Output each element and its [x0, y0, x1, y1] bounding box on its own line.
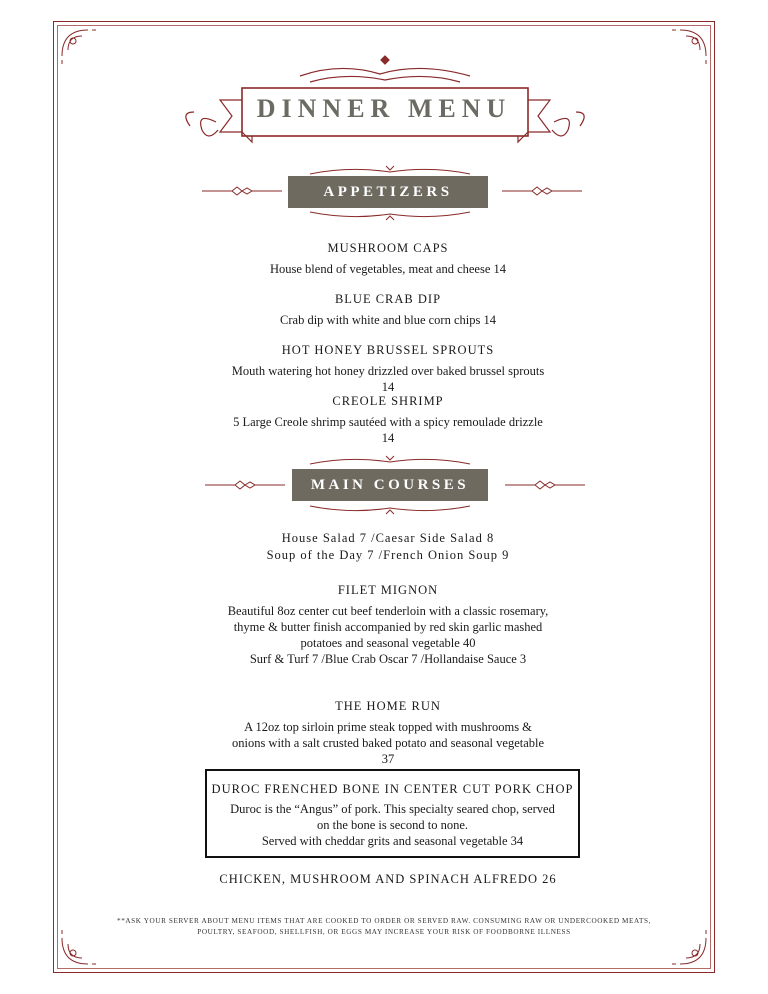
- footer-disclaimer: [90, 916, 678, 938]
- section-flourish: [300, 208, 480, 222]
- item-name: DUROC FRENCHED BONE IN CENTER CUT PORK CHOP: [211, 782, 574, 796]
- disclaimer-line: **ASK YOUR SERVER ABOUT MENU ITEMS THAT ARE COOKED TO ORDER OR SERVED RAW. CONSUMING RAW OR UNDERCOOKED MEATS,: [117, 917, 651, 925]
- item-name: BLUE CRAB DIP: [334, 292, 442, 306]
- section-divider-right: [502, 184, 582, 198]
- item-description: Beautiful 8oz center cut beef tenderloin with a classic rosemary,: [227, 604, 549, 618]
- item-description: Duroc is the “Angus” of pork. This specialty seared chop, served: [230, 802, 555, 816]
- item-description: potatoes and seasonal vegetable 40: [300, 636, 476, 650]
- item-price: 14: [381, 431, 395, 445]
- menu-item: [180, 241, 596, 277]
- section-divider-left: [202, 184, 282, 198]
- section-flourish: [300, 502, 480, 516]
- menu-item: [180, 583, 596, 667]
- item-description: A 12oz top sirloin prime steak topped with mushrooms &: [244, 720, 532, 734]
- menu-item: [180, 699, 596, 767]
- section-header-appetizers: APPETIZERS: [288, 176, 488, 208]
- salads-line: House Salad 7 /Caesar Side Salad 8: [281, 531, 495, 545]
- section-divider-right: [505, 478, 585, 492]
- section-header-main-courses: MAIN COURSES: [292, 469, 488, 501]
- item-description: onions with a salt crusted baked potato and seasonal vegetable: [231, 736, 545, 750]
- item-description: House blend of vegetables, meat and cheese 14: [269, 262, 507, 276]
- item-price: 37: [381, 752, 395, 766]
- item-description: on the bone is second to none.: [316, 818, 468, 832]
- menu-item: [180, 343, 596, 395]
- corner-ornament-top-right: [670, 26, 710, 66]
- item-description: thyme & butter finish accompanied by red skin garlic mashed: [233, 620, 543, 634]
- section-divider-left: [205, 478, 285, 492]
- menu-item: [180, 872, 596, 887]
- item-name: THE HOME RUN: [335, 699, 441, 713]
- corner-ornament-top-left: [58, 26, 98, 66]
- featured-item-box: [205, 769, 580, 858]
- item-name: HOT HONEY BRUSSEL SPROUTS: [281, 343, 495, 357]
- menu-item: [180, 394, 596, 446]
- item-description: Crab dip with white and blue corn chips 14: [280, 313, 496, 327]
- item-name: CHICKEN, MUSHROOM AND SPINACH ALFREDO 26: [219, 872, 557, 886]
- item-addons: Surf & Turf 7 /Blue Crab Oscar 7 /Hollandaise Sauce 3: [249, 652, 527, 666]
- disclaimer-line: POULTRY, SEAFOOD, SHELLFISH, OR EGGS MAY INCREASE YOUR RISK OF FOODBORNE ILLNESS: [197, 928, 571, 936]
- item-description: 5 Large Creole shrimp sautéed with a spicy remoulade drizzle: [233, 415, 543, 429]
- item-name: FILET MIGNON: [337, 583, 439, 597]
- item-name: CREOLE SHRIMP: [332, 394, 444, 408]
- soups-line: Soup of the Day 7 /French Onion Soup 9: [266, 548, 510, 562]
- item-description: Mouth watering hot honey drizzled over baked brussel sprouts: [231, 364, 545, 378]
- section-flourish: [300, 454, 480, 468]
- menu-item: [180, 292, 596, 328]
- item-description: Served with cheddar grits and seasonal vegetable 34: [261, 834, 524, 848]
- item-name: MUSHROOM CAPS: [327, 241, 449, 255]
- item-price: 14: [381, 380, 395, 394]
- page-title: DINNER MENU: [256, 94, 512, 123]
- salads-soups: [180, 530, 596, 564]
